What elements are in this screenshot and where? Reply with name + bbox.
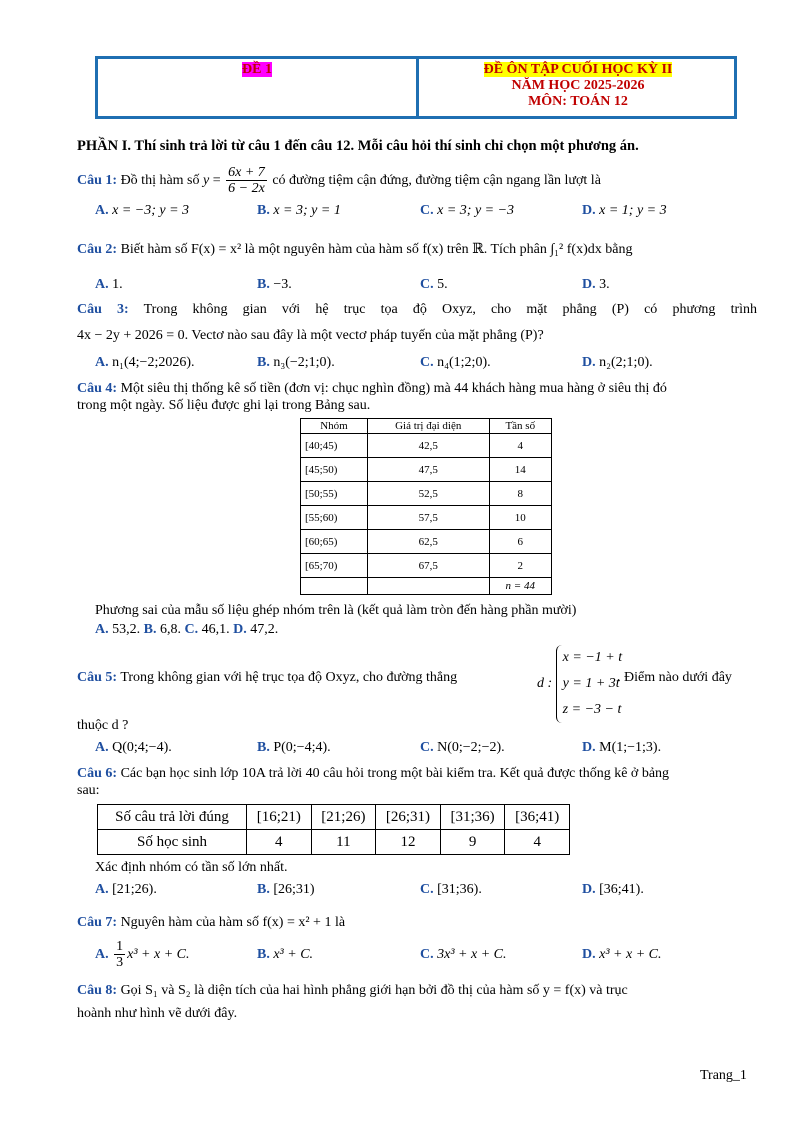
q6-question: Xác định nhóm có tần số lớn nhất. bbox=[95, 860, 288, 875]
q6-opt-b-key: B. bbox=[257, 882, 270, 897]
q4-frequency-table bbox=[300, 418, 552, 595]
q5-d: d : bbox=[537, 676, 553, 692]
q4-cell: 42,5 bbox=[367, 434, 489, 458]
q1-opt-c: x = 3; y = −3 bbox=[437, 203, 515, 218]
q1-opt-d: x = 1; y = 3 bbox=[599, 203, 667, 218]
q3-line1: Trong không gian với hệ trục tọa độ Oxyz, cho mặt phẳng (P) có phương trình bbox=[143, 302, 758, 317]
q5-eq-y: y = 1 + 3t bbox=[562, 676, 620, 691]
q7-opt-c-key: C. bbox=[420, 947, 434, 962]
q1-fraction bbox=[226, 165, 267, 196]
q3-label: Câu 3: bbox=[77, 302, 129, 317]
question-6 bbox=[77, 766, 757, 782]
q4-cell: 4 bbox=[489, 434, 551, 458]
q6-opt-d-key: D. bbox=[582, 882, 596, 897]
exam-title: ĐỀ ÔN TẬP CUỐI HỌC KỲ II bbox=[483, 62, 673, 77]
q3-opt-a-key: A. bbox=[95, 355, 109, 370]
q4-cell bbox=[367, 578, 489, 595]
q4-cell: [40;45) bbox=[301, 434, 368, 458]
q1-text-b: có đường tiệm cận đứng, đường tiệm cận ngang lần lượt là bbox=[272, 173, 601, 188]
q4-label: Câu 4: bbox=[77, 381, 118, 396]
q3-opt-a: n₁(4;−2;2026). bbox=[112, 355, 195, 370]
q4-cell: 8 bbox=[489, 482, 551, 506]
q6-cell: [26;31) bbox=[376, 805, 441, 830]
q4-cell: 2 bbox=[489, 554, 551, 578]
table-row bbox=[301, 482, 552, 506]
q4-cell: 67,5 bbox=[367, 554, 489, 578]
q5-line2: thuộc d ? bbox=[77, 718, 129, 733]
q6-opt-a-key: A. bbox=[95, 882, 109, 897]
school-year: NĂM HỌC 2025-2026 bbox=[511, 78, 645, 93]
q6-line2: sau: bbox=[77, 783, 100, 798]
q5-eq-x: x = −1 + t bbox=[562, 650, 623, 665]
q1-text-a: Đồ thị hàm số bbox=[120, 173, 200, 188]
q2-label: Câu 2: bbox=[77, 242, 118, 257]
part-heading: PHẦN I. Thí sinh trả lời từ câu 1 đến câu 12. Mỗi câu hỏi thí sinh chỉ chọn một phương án. bbox=[77, 138, 639, 154]
table-row bbox=[301, 530, 552, 554]
question-7 bbox=[77, 915, 345, 931]
q1-opt-a: x = −3; y = 3 bbox=[112, 203, 190, 218]
q6-cell: 4 bbox=[247, 830, 312, 855]
q4-options bbox=[95, 622, 278, 638]
q2-opt-d-key: D. bbox=[582, 277, 596, 292]
question-3 bbox=[77, 302, 757, 318]
table-row bbox=[301, 554, 552, 578]
q1-opt-a-key: A. bbox=[95, 203, 109, 218]
q7-opt-b: x³ + C. bbox=[273, 947, 314, 962]
q3-opt-b: n₃(−2;1;0). bbox=[273, 355, 335, 370]
q4-opt-a: 53,2. bbox=[112, 622, 141, 637]
q6-cell: 4 bbox=[505, 830, 570, 855]
q7-options bbox=[95, 937, 755, 977]
q2-opt-b-key: B. bbox=[257, 277, 270, 292]
q6-opt-c-key: C. bbox=[420, 882, 434, 897]
q6-frequency-table bbox=[97, 804, 570, 855]
q6-cell: [36;41) bbox=[505, 805, 570, 830]
table-row bbox=[98, 805, 570, 830]
q4-line1: Một siêu thị thống kê số tiền (đơn vị: chục nghìn đồng) mà 44 khách hàng mua hàng ở siêu thị đó bbox=[120, 381, 667, 396]
q2-text: Biết hàm số F(x) = x² là một nguyên hàm của hàm số f(x) trên ℝ. Tích phân ∫₁² f(x)dx bằng bbox=[120, 242, 633, 257]
question-8 bbox=[77, 983, 757, 999]
q4-header-group: Nhóm bbox=[301, 419, 368, 434]
q4-opt-c: 46,1. bbox=[201, 622, 230, 637]
q4-total: n = 44 bbox=[489, 578, 551, 595]
q2-opt-a: 1. bbox=[112, 277, 123, 292]
question-4 bbox=[77, 381, 757, 397]
q4-cell: 10 bbox=[489, 506, 551, 530]
q2-opt-d: 3. bbox=[599, 277, 610, 292]
table-row bbox=[301, 458, 552, 482]
q8-label: Câu 8: bbox=[77, 983, 118, 998]
question-5 bbox=[77, 670, 457, 686]
q4-header-freq: Tần số bbox=[489, 419, 551, 434]
q2-opt-a-key: A. bbox=[95, 277, 109, 292]
q6-cell: [21;26) bbox=[311, 805, 376, 830]
q2-opt-b: −3. bbox=[273, 277, 292, 292]
q5-opt-c: N(0;−2;−2). bbox=[437, 740, 505, 755]
q5-label: Câu 5: bbox=[77, 670, 118, 685]
table-row bbox=[98, 830, 570, 855]
q4-cell: [60;65) bbox=[301, 530, 368, 554]
q4-cell: 57,5 bbox=[367, 506, 489, 530]
q4-cell: [55;60) bbox=[301, 506, 368, 530]
q4-question: Phương sai của mẫu số liệu ghép nhóm trên là (kết quả làm tròn đến hàng phần mười) bbox=[95, 603, 577, 618]
q7-label: Câu 7: bbox=[77, 915, 118, 930]
q7-opt-b-key: B. bbox=[257, 947, 270, 962]
q1-opt-b-key: B. bbox=[257, 203, 270, 218]
q4-opt-b: 6,8. bbox=[159, 622, 181, 637]
q6-cell: 12 bbox=[376, 830, 441, 855]
q6-cell: [31;36) bbox=[440, 805, 505, 830]
q6-cell: 11 bbox=[311, 830, 376, 855]
q5-opt-b: P(0;−4;4). bbox=[273, 740, 331, 755]
q2-opt-c-key: C. bbox=[420, 277, 434, 292]
q5-opt-d-key: D. bbox=[582, 740, 596, 755]
q2-opt-c: 5. bbox=[437, 277, 448, 292]
q4-line2: trong một ngày. Số liệu được ghi lại trong Bảng sau. bbox=[77, 398, 371, 413]
q4-cell: [45;50) bbox=[301, 458, 368, 482]
q5-line-system bbox=[537, 645, 622, 723]
q4-cell: 14 bbox=[489, 458, 551, 482]
q4-opt-b-key: B. bbox=[143, 622, 157, 637]
table-row bbox=[301, 578, 552, 595]
q1-num: 6x + 7 bbox=[228, 165, 265, 181]
q4-cell bbox=[301, 578, 368, 595]
q7-opt-c: 3x³ + x + C. bbox=[437, 947, 507, 962]
q4-header-value: Giá trị đại diện bbox=[367, 419, 489, 434]
q6-cell: [16;21) bbox=[247, 805, 312, 830]
q6-line1: Các bạn học sinh lớp 10A trả lời 40 câu hỏi trong một bài kiểm tra. Kết quả được thống kê ở bảng bbox=[120, 766, 670, 781]
q1-label: Câu 1: bbox=[77, 173, 118, 188]
page-number: Trang_1 bbox=[700, 1068, 747, 1083]
q5-opt-a: Q(0;4;−4). bbox=[112, 740, 172, 755]
q7-opt-d: x³ + x + C. bbox=[599, 947, 662, 962]
q3-line2: 4x − 2y + 2026 = 0. Vectơ nào sau đây là một vectơ pháp tuyến của mặt phẳng (P)? bbox=[77, 328, 544, 343]
q4-cell: 62,5 bbox=[367, 530, 489, 554]
q4-opt-d: 47,2. bbox=[250, 622, 279, 637]
q5-opt-a-key: A. bbox=[95, 740, 109, 755]
q3-opt-c: n₄(1;2;0). bbox=[437, 355, 491, 370]
q4-cell: 47,5 bbox=[367, 458, 489, 482]
exam-number: ĐỀ 1 bbox=[242, 62, 272, 77]
q7-opt-a: x³ + x + C. bbox=[127, 947, 190, 962]
question-1: Câu 1: Đồ thị hàm số y = $\frac{6x + 7}{6 - 2x}$ có đường tiệm cận đứng, đường tiệm cận ngang lần lượt là bbox=[77, 165, 601, 197]
q3-opt-d: n₂(2;1;0). bbox=[599, 355, 653, 370]
q5-system-brace bbox=[556, 645, 622, 723]
q7-opt-a-fraction bbox=[114, 939, 125, 970]
q5-text-a: Trong không gian với hệ trục tọa độ Oxyz, cho đường thẳng bbox=[120, 670, 458, 685]
q7-opt-d-key: D. bbox=[582, 947, 596, 962]
q6-opt-a: [21;26). bbox=[112, 882, 157, 897]
q6-row-label: Số học sinh bbox=[98, 830, 247, 855]
exam-header bbox=[95, 56, 737, 119]
q5-opt-d: M(1;−1;3). bbox=[599, 740, 662, 755]
question-2 bbox=[77, 241, 632, 258]
table-row bbox=[301, 506, 552, 530]
q1-den: 6 − 2x bbox=[228, 181, 265, 197]
q3-opt-b-key: B. bbox=[257, 355, 270, 370]
q5-text-b: . Điểm nào dưới đây bbox=[617, 670, 732, 685]
q4-opt-a-key: A. bbox=[95, 622, 109, 637]
q4-cell: 6 bbox=[489, 530, 551, 554]
q5-opt-c-key: C. bbox=[420, 740, 434, 755]
q8-line1: Gọi S₁ và S₂ là diện tích của hai hình phẳng giới hạn bởi đồ thị của hàm số y = f(x) và trục bbox=[120, 983, 628, 998]
q6-header: Số câu trả lời đúng bbox=[98, 805, 247, 830]
q6-opt-c: [31;36). bbox=[437, 882, 482, 897]
q1-opt-c-key: C. bbox=[420, 203, 434, 218]
q1-opt-b: x = 3; y = 1 bbox=[273, 203, 341, 218]
q7-a-num: 1 bbox=[116, 939, 124, 955]
q8-line2: hoành như hình vẽ dưới đây. bbox=[77, 1006, 238, 1021]
q7-text: Nguyên hàm của hàm số f(x) = x² + 1 là bbox=[120, 915, 346, 930]
q4-cell: 52,5 bbox=[367, 482, 489, 506]
q5-opt-b-key: B. bbox=[257, 740, 270, 755]
subject: MÔN: TOÁN 12 bbox=[528, 94, 628, 109]
q4-opt-d-key: D. bbox=[233, 622, 247, 637]
q4-cell: [65;70) bbox=[301, 554, 368, 578]
q6-cell: 9 bbox=[440, 830, 505, 855]
table-row bbox=[301, 434, 552, 458]
q3-opt-d-key: D. bbox=[582, 355, 596, 370]
q5-eq-z: z = −3 − t bbox=[562, 702, 622, 717]
q1-opt-d-key: D. bbox=[582, 203, 596, 218]
q4-cell: [50;55) bbox=[301, 482, 368, 506]
q7-opt-a-key: A. bbox=[95, 947, 109, 962]
q6-opt-d: [36;41). bbox=[599, 882, 644, 897]
q3-opt-c-key: C. bbox=[420, 355, 434, 370]
q7-a-den: 3 bbox=[116, 955, 124, 971]
q4-opt-c-key: C. bbox=[184, 622, 199, 637]
q6-opt-b: [26;31) bbox=[273, 882, 315, 897]
q6-label: Câu 6: bbox=[77, 766, 118, 781]
